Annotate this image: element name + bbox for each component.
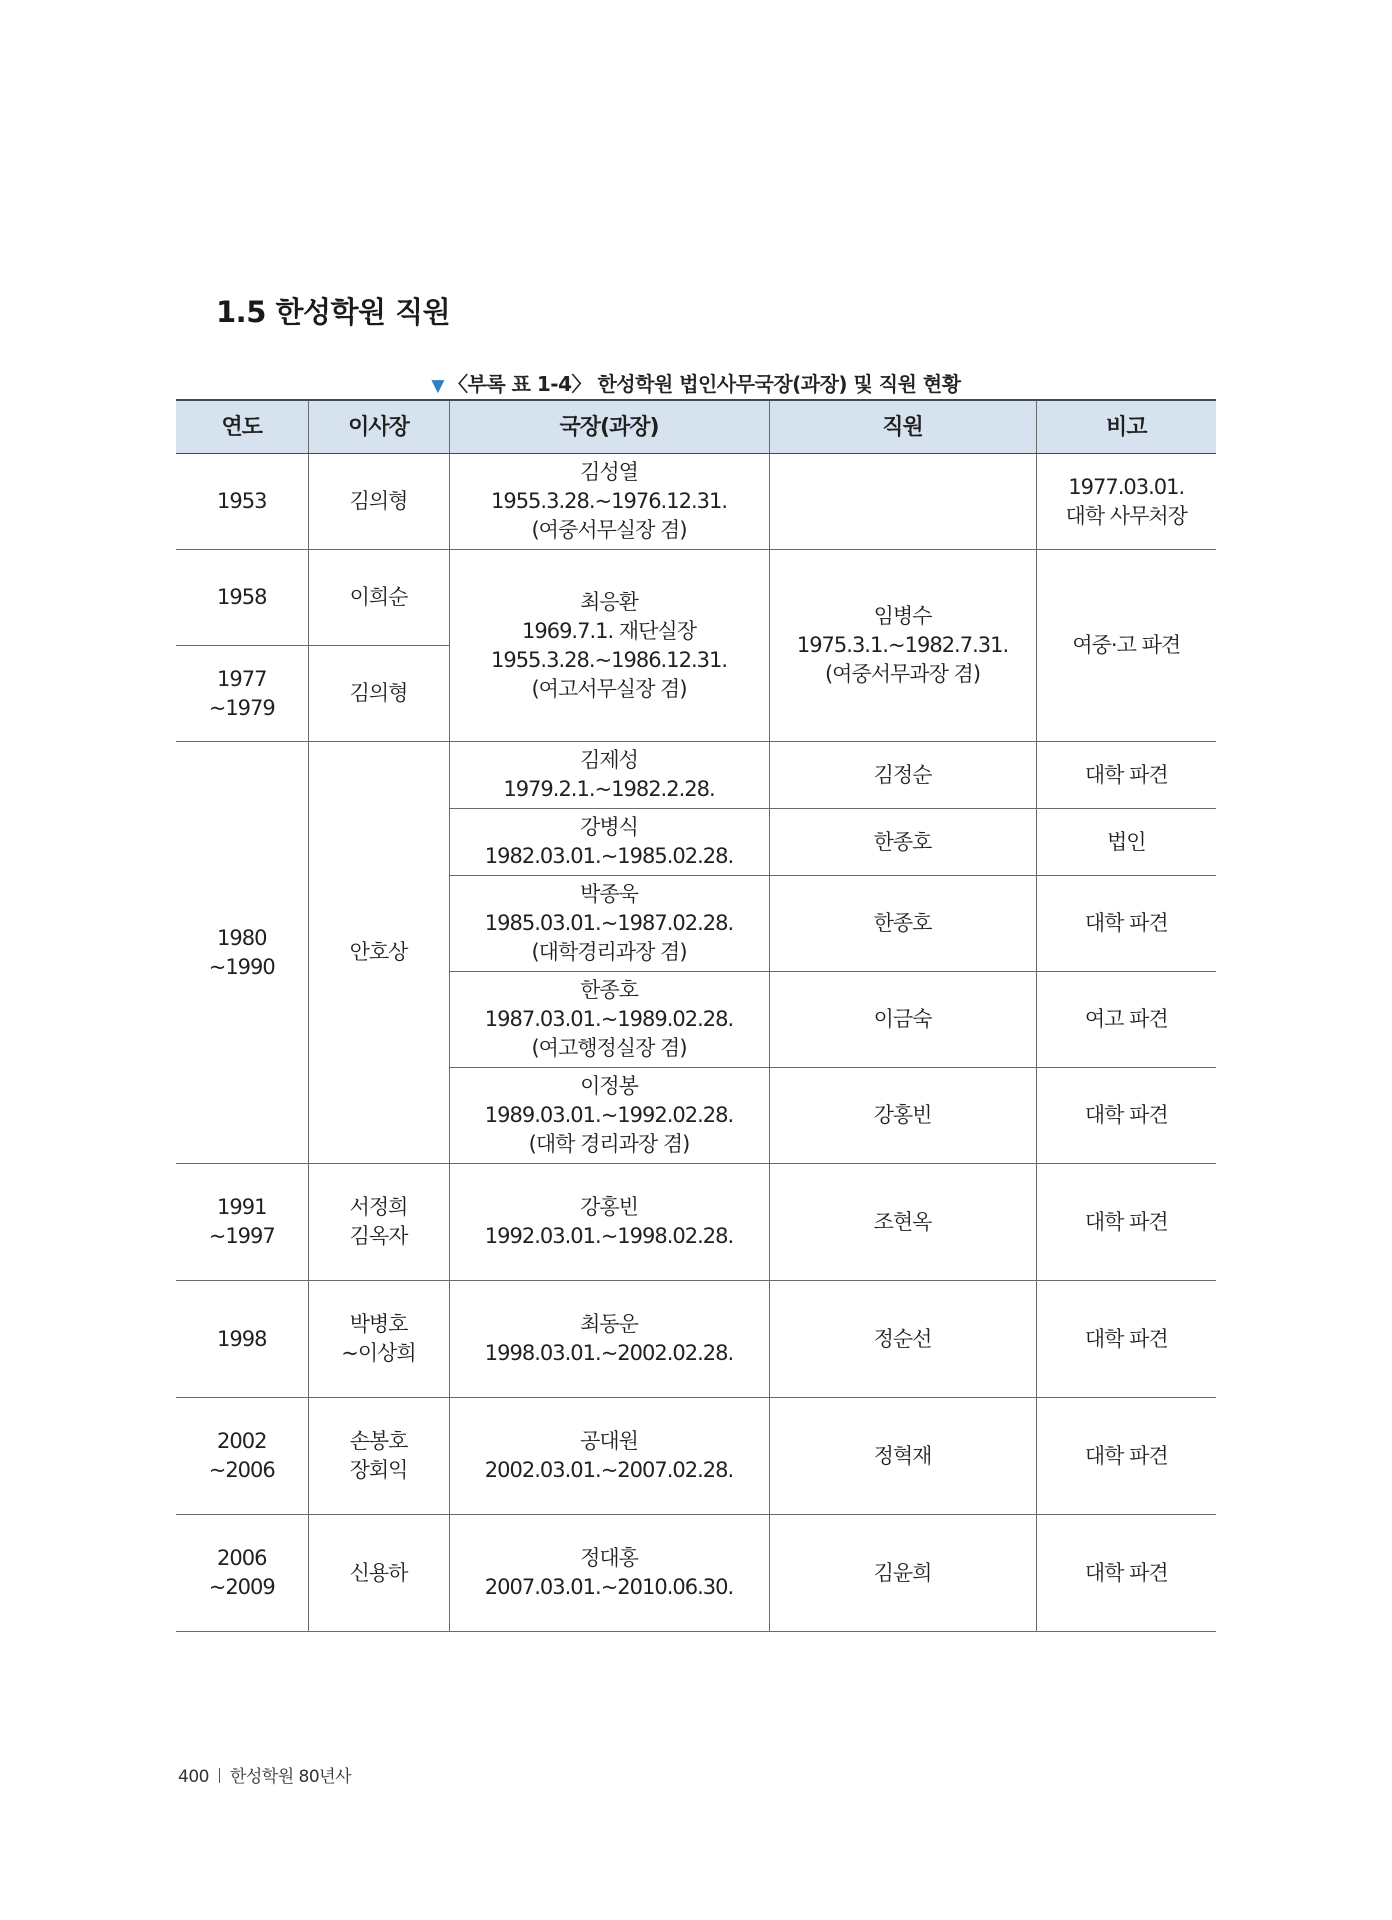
- director-term: 1955.3.28.~1986.12.31.: [490, 647, 728, 672]
- chair-name: 장회익: [349, 1458, 408, 1482]
- header-year: 연도: [176, 400, 308, 454]
- note-cell: 법인: [1036, 809, 1216, 876]
- staff-cell: 정순선: [769, 1281, 1036, 1398]
- director-remark: (대학경리과장 겸): [531, 940, 687, 964]
- chair-cell: 신용하: [308, 1515, 449, 1632]
- director-name: 김성열: [580, 460, 638, 484]
- footer-divider: [219, 1768, 220, 1783]
- chair-cell: [308, 1164, 449, 1281]
- director-cell: [449, 742, 769, 809]
- year-cell: [176, 1515, 308, 1632]
- year-cell: 1998: [176, 1281, 308, 1398]
- director-term: 1955.3.28.~1976.12.31.: [490, 489, 728, 513]
- director-remark: (대학 경리과장 겸): [528, 1132, 690, 1156]
- director-cell: [449, 1281, 769, 1398]
- note-cell: 대학 파견: [1036, 876, 1216, 972]
- director-term: 1989.03.01.~1992.02.28.: [484, 1103, 734, 1127]
- director-cell: [449, 809, 769, 876]
- header-chair: 이사장: [308, 400, 449, 454]
- table-row: [176, 1398, 1216, 1515]
- director-name: 강병식: [580, 815, 638, 839]
- staff-cell: 김정순: [769, 742, 1036, 809]
- page-footer: [178, 1762, 351, 1787]
- chair-name: 박병호: [349, 1312, 408, 1336]
- note-cell: 대학 파견: [1036, 1281, 1216, 1398]
- chair-cell: [308, 1398, 449, 1515]
- year-end: ~1990: [208, 954, 275, 979]
- year-start: 1977: [217, 666, 267, 691]
- year-start: 2002: [217, 1429, 267, 1453]
- staff-term: 1975.3.1.~1982.7.31.: [796, 633, 1009, 657]
- chair-name: 손봉호: [349, 1429, 408, 1453]
- table-header-row: [176, 400, 1216, 454]
- note-date: 1977.03.01.: [1068, 474, 1185, 499]
- director-name: 한종호: [580, 978, 638, 1002]
- staff-cell: 한종호: [769, 809, 1036, 876]
- note-cell: 여중·고 파견: [1036, 550, 1216, 742]
- staff-table: [176, 399, 1216, 1632]
- year-start: 1991: [217, 1195, 267, 1219]
- staff-remark: (여중서무과장 겸): [824, 662, 981, 686]
- table-row: [176, 550, 1216, 646]
- director-name: 강홍빈: [580, 1195, 638, 1219]
- director-name: 김제성: [580, 748, 638, 772]
- staff-name: 임병수: [873, 604, 932, 628]
- page-number: 400: [178, 1767, 209, 1787]
- note-cell: 대학 파견: [1036, 1068, 1216, 1164]
- staff-cell: [769, 550, 1036, 742]
- section-title: 1.5 한성학원 직원: [216, 295, 451, 329]
- director-term: 1979.2.1.~1982.2.28.: [503, 777, 715, 801]
- staff-cell: 김윤희: [769, 1515, 1036, 1632]
- director-name: 이정봉: [580, 1074, 638, 1098]
- year-cell: [176, 742, 308, 1164]
- year-cell: [176, 1164, 308, 1281]
- director-cell: [449, 550, 769, 742]
- note-cell: 대학 파견: [1036, 1164, 1216, 1281]
- staff-cell: 정혁재: [769, 1398, 1036, 1515]
- director-remark: (여고서무실장 겸): [531, 676, 687, 701]
- director-cell: [449, 1398, 769, 1515]
- director-cell: [449, 1164, 769, 1281]
- table-row: [176, 742, 1216, 809]
- note-cell: 여고 파견: [1036, 972, 1216, 1068]
- staff-cell: 조현옥: [769, 1164, 1036, 1281]
- year-start: 2006: [217, 1546, 267, 1570]
- table-row: [176, 1281, 1216, 1398]
- director-remark: (여중서무실장 겸): [531, 518, 687, 542]
- year-end: ~2009: [208, 1575, 275, 1599]
- header-director: 국장(과장): [449, 400, 769, 454]
- chair-cell: 이희순: [308, 550, 449, 646]
- director-cell: [449, 454, 769, 550]
- staff-cell: [769, 454, 1036, 550]
- staff-cell: 한종호: [769, 876, 1036, 972]
- note-cell: 대학 파견: [1036, 742, 1216, 809]
- director-name: 최동운: [580, 1312, 638, 1336]
- chair-name: 김옥자: [349, 1224, 408, 1248]
- director-term: 2007.03.01.~2010.06.30.: [484, 1575, 734, 1599]
- table-row: [176, 454, 1216, 550]
- table-caption: [0, 368, 1392, 397]
- year-end: ~1997: [208, 1224, 275, 1248]
- director-term: 1982.03.01.~1985.02.28.: [484, 844, 734, 868]
- chair-cell: [308, 1281, 449, 1398]
- note-text: 대학 사무처장: [1065, 503, 1187, 528]
- director-name: 최응환: [580, 589, 638, 614]
- triangle-down-icon: ▼: [431, 376, 444, 396]
- director-remark: (여고행정실장 겸): [531, 1036, 687, 1060]
- director-cell: [449, 876, 769, 972]
- year-cell: [176, 1398, 308, 1515]
- table-row: [176, 1164, 1216, 1281]
- year-start: 1980: [217, 925, 267, 950]
- chair-cell: 안호상: [308, 742, 449, 1164]
- director-term: 2002.03.01.~2007.02.28.: [484, 1458, 734, 1482]
- year-cell: [176, 646, 308, 742]
- director-position: 1969.7.1. 재단실장: [521, 618, 696, 643]
- director-name: 박종욱: [580, 882, 638, 906]
- header-staff: 직원: [769, 400, 1036, 454]
- director-term: 1987.03.01.~1989.02.28.: [484, 1007, 734, 1031]
- note-cell: 대학 파견: [1036, 1398, 1216, 1515]
- staff-cell: 강홍빈: [769, 1068, 1036, 1164]
- director-term: 1985.03.01.~1987.02.28.: [484, 911, 734, 935]
- year-end: ~2006: [208, 1458, 275, 1482]
- chair-cell: 김의형: [308, 454, 449, 550]
- chair-name: ~이상희: [341, 1341, 416, 1365]
- director-name: 정대홍: [580, 1546, 638, 1570]
- director-cell: [449, 972, 769, 1068]
- director-cell: [449, 1515, 769, 1632]
- year-end: ~1979: [208, 695, 275, 720]
- header-note: 비고: [1036, 400, 1216, 454]
- table-row: [176, 1515, 1216, 1632]
- note-cell: [1036, 454, 1216, 550]
- director-name: 공대원: [580, 1429, 638, 1453]
- staff-cell: 이금숙: [769, 972, 1036, 1068]
- year-cell: 1958: [176, 550, 308, 646]
- caption-text: 〈부록 표 1-4〉 한성학원 법인사무국장(과장) 및 직원 현황: [448, 372, 961, 396]
- book-title: 한성학원 80년사: [229, 1767, 352, 1787]
- director-cell: [449, 1068, 769, 1164]
- chair-cell: 김의형: [308, 646, 449, 742]
- chair-name: 서정희: [349, 1195, 408, 1219]
- director-term: 1998.03.01.~2002.02.28.: [484, 1341, 734, 1365]
- director-term: 1992.03.01.~1998.02.28.: [484, 1224, 734, 1248]
- note-cell: 대학 파견: [1036, 1515, 1216, 1632]
- year-cell: 1953: [176, 454, 308, 550]
